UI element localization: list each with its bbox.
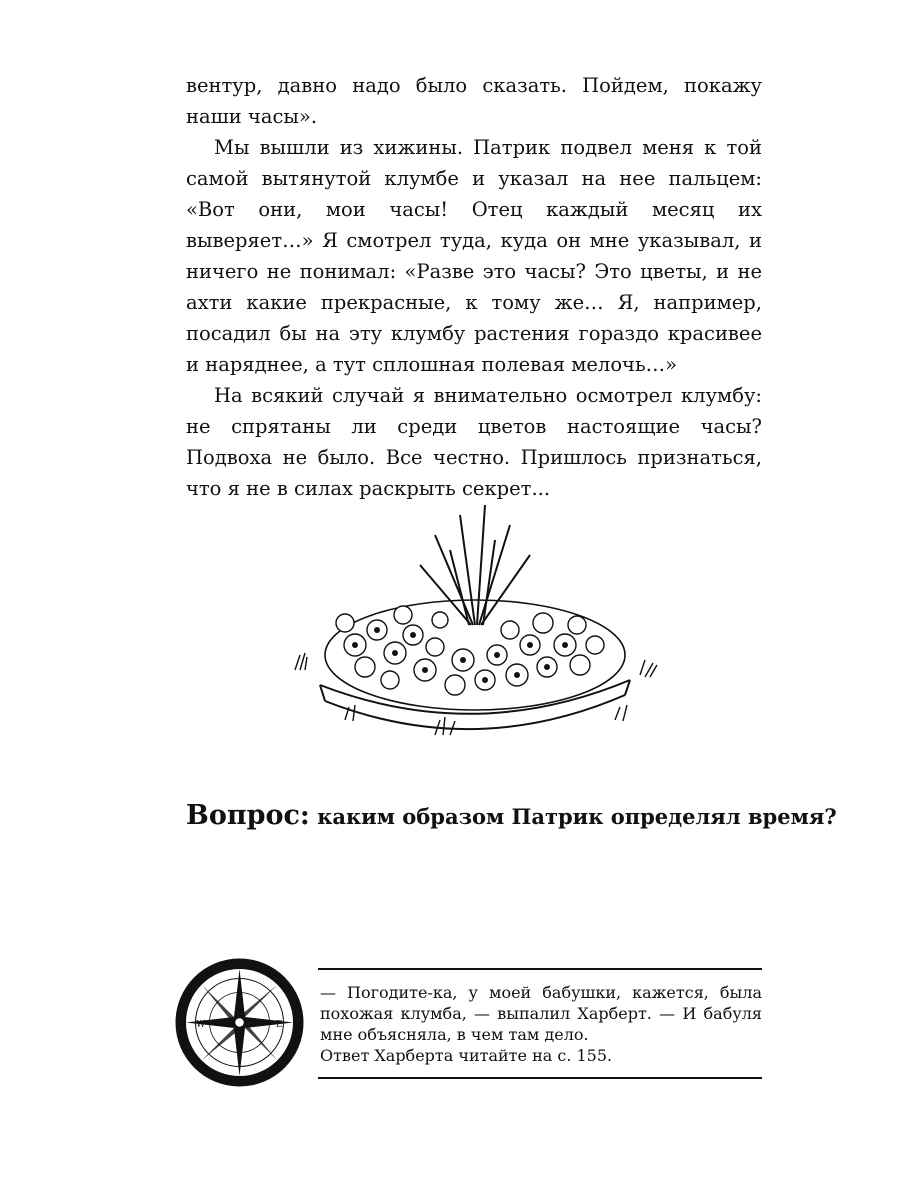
question-label: Вопрос: [186, 800, 310, 831]
compass-e-letter: E [276, 1020, 283, 1030]
question-text: каким образом Патрик определял время? [317, 804, 837, 829]
paragraph-2: Мы вышли из хижины. Патрик подвел меня к той самой вытянутой клумбе и указал на нее пальцем: «Вот они, мои часы! Отец каждый месяц их выверяет…» Я смотрел туда, куда он мне указывал, и ничего не понимал: «Разве это часы? Это цветы, и не ахти какие прекрасные, к тому же… Я, например, посадил бы на эту клумбу растения гораздо красивее и наряднее, а тут сплошная полевая мелочь…» [186, 136, 762, 376]
body-text [186, 70, 762, 504]
hint-quote: — Погодите-ка, у моей бабушки, кажется, была похожая клумба, — выпалил Харберт. — И бабуля мне объясняла, в чем там дело. [320, 983, 762, 1044]
hint-box [318, 968, 762, 1079]
compass-icon [172, 955, 307, 1090]
hint-text [320, 982, 762, 1066]
compass-w-letter: W [196, 1020, 206, 1030]
answer-reference: Ответ Харберта читайте на с. 155. [320, 1046, 613, 1065]
paragraph-3: На всякий случай я внимательно осмотрел клумбу: не спрятаны ли среди цветов настоящие часы? Подвоха не было. Все честно. Пришлось признаться, что я не в силах раскрыть секрет... [186, 384, 762, 500]
flowerbed-illustration [285, 495, 665, 755]
paragraph-1: вентур, давно надо было сказать. Пойдем, покажу наши часы». [186, 74, 762, 128]
question-line [186, 800, 837, 831]
